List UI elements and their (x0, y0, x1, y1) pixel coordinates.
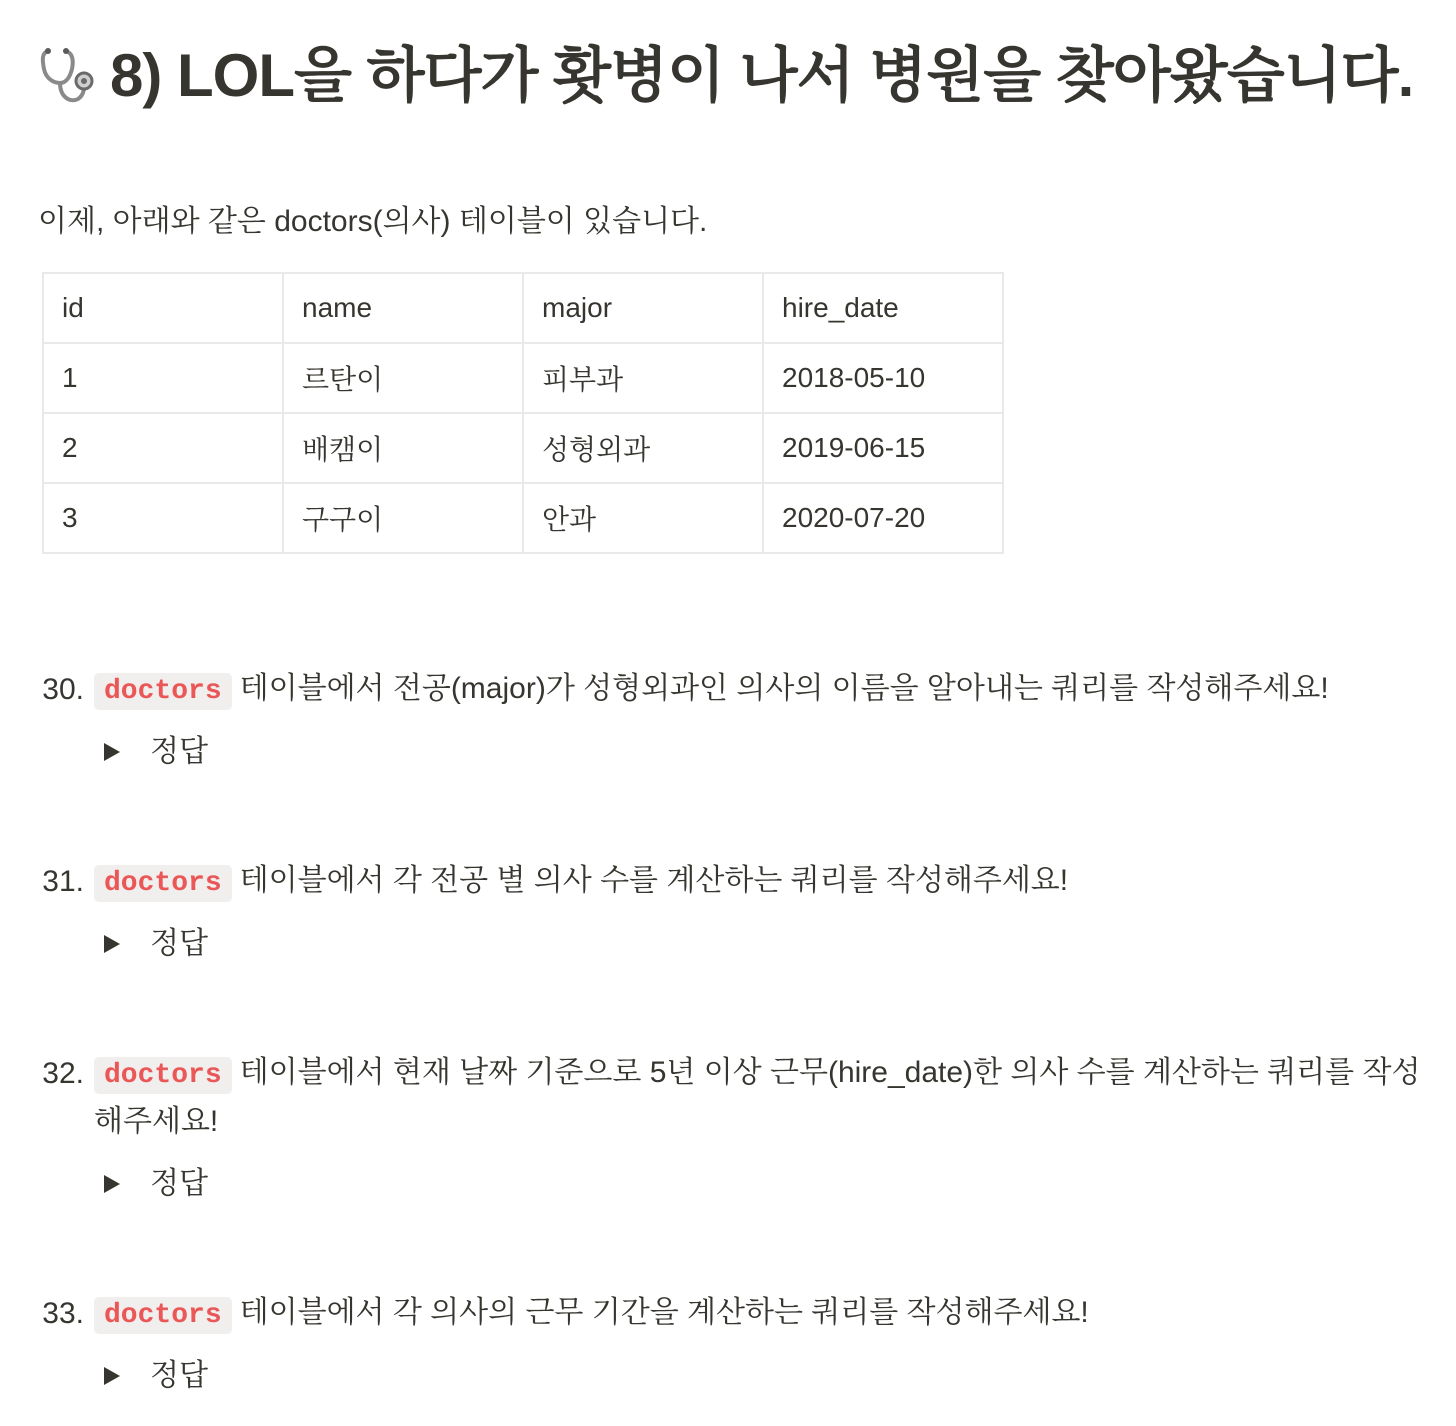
table-cell: 2020-07-20 (763, 483, 1003, 553)
triangle-right-icon (104, 1175, 120, 1193)
inline-code: doctors (94, 673, 232, 710)
stethoscope-icon (36, 45, 98, 107)
question-number: 32. (42, 1057, 84, 1090)
answer-toggle-label: 정답 (150, 1167, 208, 1200)
table-cell: 1 (43, 343, 283, 413)
answer-toggle-label: 정답 (150, 1359, 208, 1392)
triangle-right-icon (104, 1367, 120, 1385)
answer-toggle[interactable] (104, 922, 208, 966)
table-row (43, 343, 1003, 413)
answer-toggle[interactable] (104, 730, 208, 774)
answer-toggle[interactable] (104, 1162, 208, 1206)
question-text-body: 테이블에서 각 전공 별 의사 수를 계산하는 쿼리를 작성해주세요! (239, 864, 1069, 897)
table-header-cell: id (43, 273, 283, 343)
table-header-cell: hire_date (763, 273, 1003, 343)
table-header-cell: name (283, 273, 523, 343)
question-number: 31. (42, 865, 84, 898)
table-cell: 피부과 (523, 343, 763, 413)
question-text-body: 테이블에서 전공(major)가 성형외과인 의사의 이름을 알아내는 쿼리를 작성해주세요! (239, 672, 1329, 705)
intro-text: 이제, 아래와 같은 doctors(의사) 테이블이 있습니다. (38, 205, 708, 238)
answer-toggle-label: 정답 (150, 735, 208, 768)
table-cell: 배캠이 (283, 413, 523, 483)
answer-toggle-label: 정답 (150, 927, 208, 960)
table-row (43, 413, 1003, 483)
question-number: 30. (42, 673, 84, 706)
triangle-right-icon (104, 743, 120, 761)
answer-toggle[interactable] (104, 1354, 208, 1398)
table-cell: 2019-06-15 (763, 413, 1003, 483)
title-text: 8) LOL을 하다가 홧병이 나서 병원을 찾아왔습니다. (110, 42, 1414, 109)
triangle-right-icon (104, 935, 120, 953)
question-text-body: 테이블에서 각 의사의 근무 기간을 계산하는 쿼리를 작성해주세요! (239, 1296, 1089, 1329)
table-cell: 구구이 (283, 483, 523, 553)
question-text-body: 테이블에서 현재 날짜 기준으로 5년 이상 근무(hire_date)한 의사 수를 계산하는 쿼리를 작성해주세요! (94, 1056, 1421, 1138)
table-row (43, 483, 1003, 553)
table-header-cell: major (523, 273, 763, 343)
table-cell: 안과 (523, 483, 763, 553)
table-cell: 르탄이 (283, 343, 523, 413)
table-cell: 성형외과 (523, 413, 763, 483)
question-text (94, 666, 1434, 715)
table-header-row (43, 273, 1003, 343)
inline-code: doctors (94, 865, 232, 902)
doctors-table (42, 272, 1004, 554)
question-text (94, 858, 1434, 907)
table-cell: 3 (43, 483, 283, 553)
table-cell: 2018-05-10 (763, 343, 1003, 413)
question-text (94, 1290, 1434, 1339)
page-title (36, 36, 1413, 116)
question-text (94, 1050, 1434, 1145)
inline-code: doctors (94, 1297, 232, 1334)
table-cell: 2 (43, 413, 283, 483)
inline-code: doctors (94, 1057, 232, 1094)
question-number: 33. (42, 1297, 84, 1330)
